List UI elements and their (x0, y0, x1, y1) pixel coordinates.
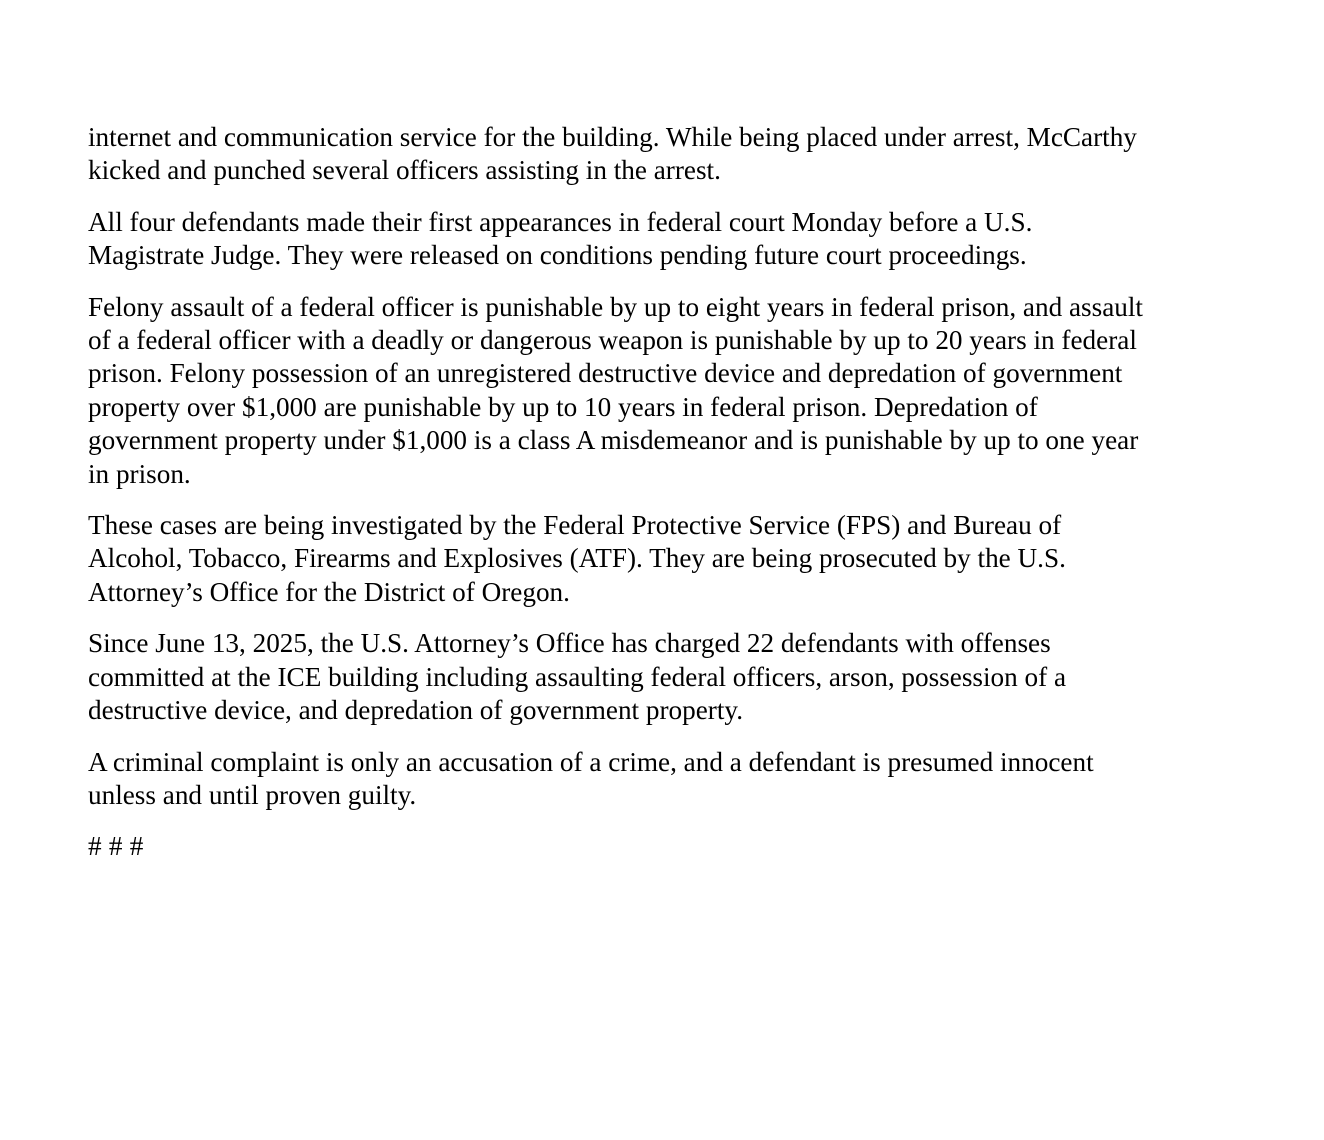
paragraph-charges-summary (88, 627, 1238, 727)
text-line: A criminal complaint is only an accusation of a crime, and a defendant is presumed innocent (88, 746, 1094, 777)
paragraph-court-appearances (88, 206, 1238, 273)
text-line: government property under $1,000 is a class A misdemeanor and is punishable by up to one year (88, 425, 1139, 456)
paragraph-penalties (88, 291, 1238, 491)
text-line: in prison. (88, 458, 191, 489)
text-line: of a federal officer with a deadly or dangerous weapon is punishable by up to 20 years in federal (88, 325, 1137, 356)
text-line: unless and until proven guilty. (88, 779, 417, 810)
text-line: Felony assault of a federal officer is punishable by up to eight years in federal prison, and assault (88, 291, 1143, 322)
paragraph-arrest-details (88, 121, 1238, 188)
text-line: Attorney’s Office for the District of Oregon. (88, 576, 570, 607)
text-line: kicked and punched several officers assisting in the arrest. (88, 155, 721, 186)
paragraph-disclaimer (88, 746, 1238, 813)
text-line: Alcohol, Tobacco, Firearms and Explosives (ATF). They are being prosecuted by the U.S. (88, 543, 1066, 574)
text-line: property over $1,000 are punishable by up to 10 years in federal prison. Depredation of (88, 391, 1038, 422)
end-of-release-mark: # # # (88, 831, 144, 862)
text-line: These cases are being investigated by the Federal Protective Service (FPS) and Bureau of (88, 510, 1062, 541)
text-line: internet and communication service for the building. While being placed under arrest, McCarthy (88, 122, 1137, 152)
text-line: Magistrate Judge. They were released on conditions pending future court proceedings. (88, 240, 1027, 271)
text-line: committed at the ICE building including assaulting federal officers, arson, possession of a (88, 661, 1067, 692)
paragraph-investigation (88, 509, 1238, 609)
text-line: destructive device, and depredation of government property. (88, 695, 744, 726)
text-line: Since June 13, 2025, the U.S. Attorney’s Office has charged 22 defendants with offenses (88, 628, 1051, 659)
text-line: All four defendants made their first appearances in federal court Monday before a U.S. (88, 206, 1033, 237)
document-body (88, 121, 1238, 864)
text-line: prison. Felony possession of an unregistered destructive device and depredation of government (88, 358, 1123, 389)
